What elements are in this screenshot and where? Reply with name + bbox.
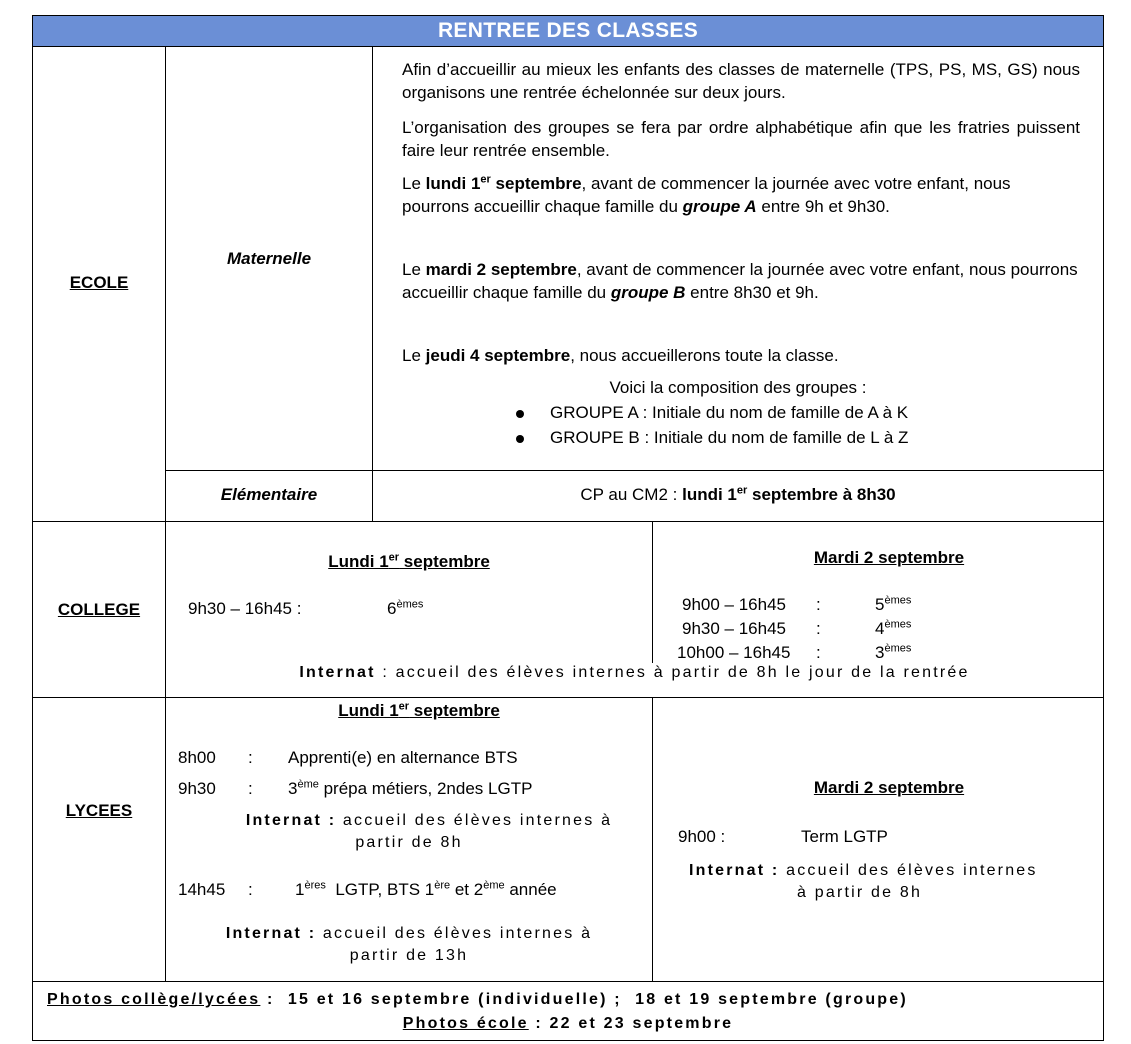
- college-tuesday-row: 9h00 – 16h45 : 5èmes: [682, 594, 912, 614]
- maternelle-paragraph-3: Le lundi 1er septembre, avant de commencer la journée avec votre enfant, nous pourrons accueillir chaque famille du groupe A entre 9h et 9h30.: [402, 173, 1011, 216]
- lycees-internat-note-3-continued: à partir de 8h: [797, 884, 923, 901]
- groups-intro: Voici la composition des groupes :: [609, 378, 867, 397]
- group-b-item: GROUPE B : Initiale du nom de famille de L à Z: [516, 428, 908, 448]
- elementaire-info: CP au CM2 : lundi 1er septembre à 8h30: [580, 484, 896, 504]
- lycees-monday-row: 9h30 : 3ème prépa métiers, 2ndes LGTP: [178, 778, 533, 798]
- ecole-label: ECOLE: [69, 273, 129, 292]
- bullet-icon: [516, 410, 524, 418]
- maternelle-paragraph-4: Le mardi 2 septembre, avant de commencer la journée avec votre enfant, nous pourrons accueillir chaque famille du groupe B entre 8h30 et 9h.: [402, 260, 1078, 302]
- lycees-internat-note-2: Internat : accueil des élèves internes à: [225, 925, 593, 942]
- maternelle-label: Maternelle: [226, 249, 312, 268]
- lycees-internat-note-3: Internat : accueil des élèves internes: [689, 862, 1038, 879]
- college-tuesday-heading: Mardi 2 septembre: [813, 548, 965, 567]
- group-a-item: GROUPE A : Initiale du nom de famille de A à K: [516, 403, 908, 423]
- college-label: COLLEGE: [57, 600, 141, 619]
- photos-college-line: Photos collège/lycées : 15 et 16 septembre (individuelle) ; 18 et 19 septembre (groupe): [47, 991, 908, 1008]
- lycees-internat-note-1: Internat : accueil des élèves internes à: [245, 812, 613, 829]
- college-monday-level: 6èmes: [387, 598, 424, 618]
- lycees-label: LYCEES: [65, 801, 133, 820]
- lycees-monday-row: 14h45 : 1ères LGTP, BTS 1ère et 2ème année: [178, 879, 557, 899]
- lycees-monday-row: 8h00 : Apprenti(e) en alternance BTS: [178, 748, 518, 767]
- elementaire-label: Elémentaire: [220, 485, 318, 504]
- college-internat-note: Internat : accueil des élèves internes à partir de 8h le jour de la rentrée: [299, 664, 970, 681]
- college-monday-heading: Lundi 1er septembre: [328, 551, 490, 571]
- page-title: RENTREE DES CLASSES: [33, 16, 1103, 46]
- lycees-tuesday-heading: Mardi 2 septembre: [813, 778, 965, 797]
- college-monday-time: 9h30 – 16h45 :: [188, 599, 302, 618]
- bullet-icon: [516, 435, 524, 443]
- lycees-monday-heading: Lundi 1er septembre: [338, 700, 500, 720]
- maternelle-paragraph-1: Afin d’accueillir au mieux les enfants des classes de maternelle (TPS, PS, MS, GS) nous organisons une rentrée échelonnée sur deux jours.: [402, 60, 1080, 102]
- maternelle-paragraph-5: Le jeudi 4 septembre, nous accueillerons toute la classe.: [402, 346, 839, 365]
- college-tuesday-row: 9h30 – 16h45 : 4èmes: [682, 618, 912, 638]
- maternelle-paragraph-2: L’organisation des groupes se fera par ordre alphabétique afin que les fratries puissent faire leur rentrée ensemble.: [402, 118, 1080, 160]
- lycees-internat-note-2-continued: partir de 13h: [349, 947, 469, 964]
- lycees-internat-note-1-continued: partir de 8h: [355, 834, 463, 851]
- photos-ecole-line: Photos école : 22 et 23 septembre: [402, 1015, 734, 1032]
- lycees-tuesday-row: 9h00 : Term LGTP: [678, 827, 888, 846]
- college-tuesday-row: 10h00 – 16h45 : 3èmes: [677, 642, 912, 662]
